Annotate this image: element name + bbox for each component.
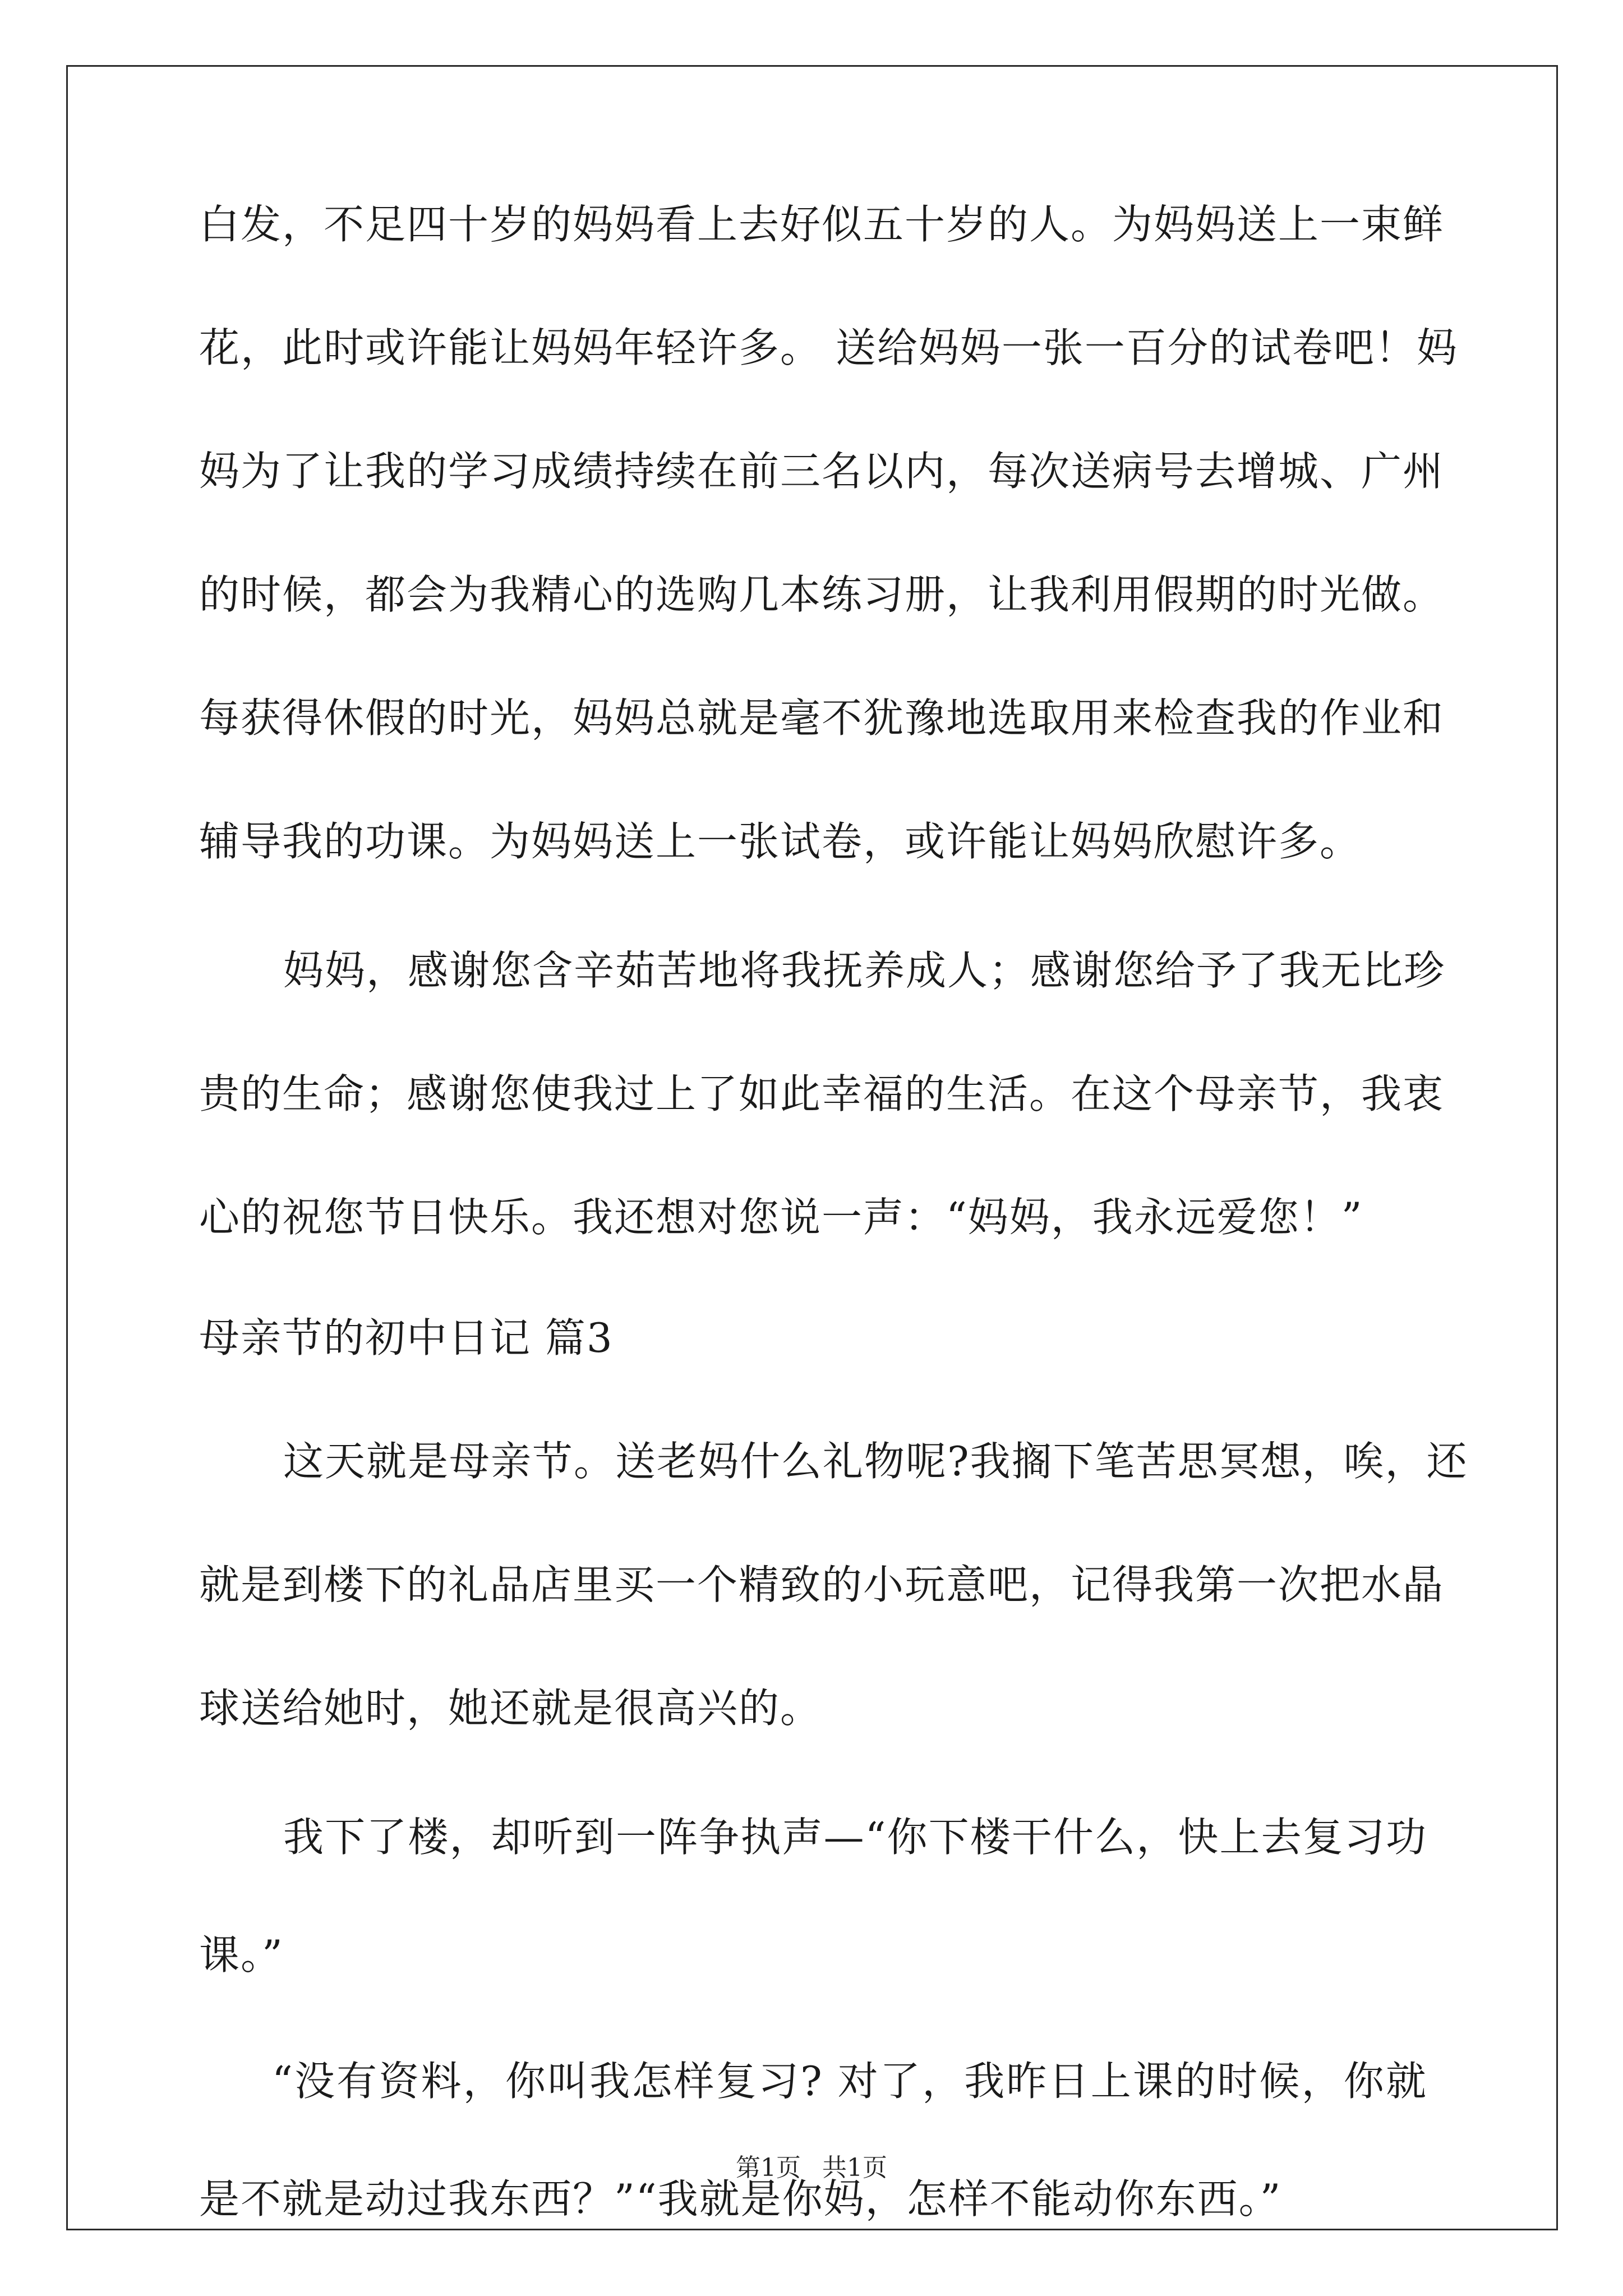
paragraph-first-line: “没有资料，你叫我怎样复习? 对了，我昨日上课的时候，你就 xyxy=(272,2058,1427,2105)
text-line: 是不就是动过我东西？”“我就是你妈，怎样不能动你东西。” xyxy=(199,2175,1282,2223)
text-line: 每获得休假的时光，妈妈总就是毫不犹豫地选取用来检查我的作业和 xyxy=(199,694,1445,742)
text-line: 就是到楼下的礼品店里买一个精致的小玩意吧，记得我第一次把水晶 xyxy=(199,1561,1445,1608)
page-footer xyxy=(0,2151,1623,2185)
page-border xyxy=(66,65,1558,2230)
text-line: 贵的生命；感谢您使我过上了如此幸福的生活。在这个母亲节，我衷 xyxy=(199,1070,1445,1117)
text-line: 心的祝您节日快乐。我还想对您说一声：“妈妈，我永远爱您！” xyxy=(199,1194,1363,1241)
text-line: 球送给她时，她还就是很高兴的。 xyxy=(199,1685,822,1732)
text-line: 妈为了让我的学习成绩持续在前三名以内，每次送病号去增城、广州 xyxy=(199,448,1445,495)
paragraph-first-line: 妈妈，感谢您含辛茹苦地将我抚养成人；感谢您给予了我无比珍 xyxy=(283,947,1446,994)
text-line: 白发，不足四十岁的妈妈看上去好似五十岁的人。为妈妈送上一束鲜 xyxy=(199,201,1445,248)
paragraph-first-line: 这天就是母亲节。送老妈什么礼物呢?我搁下笔苦思冥想，唉，还 xyxy=(283,1438,1468,1485)
text-line: 的时候，都会为我精心的选购几本练习册，让我利用假期的时光做。 xyxy=(199,571,1445,618)
text-line: 课。” xyxy=(199,1931,284,1978)
section-heading: 母亲节的初中日记 篇3 xyxy=(199,1314,614,1361)
paragraph-first-line: 我下了楼，却听到一阵争执声—“你下楼干什么，快上去复习功 xyxy=(283,1814,1427,1861)
text-line: 花，此时或许能让妈妈年轻许多。 送给妈妈一张一百分的试卷吧！妈 xyxy=(199,324,1458,371)
page-number: 第1页 xyxy=(736,2154,801,2182)
text-line: 辅导我的功课。为妈妈送上一张试卷，或许能让妈妈欣慰许多。 xyxy=(199,818,1362,865)
page-total: 共1页 xyxy=(822,2154,887,2182)
